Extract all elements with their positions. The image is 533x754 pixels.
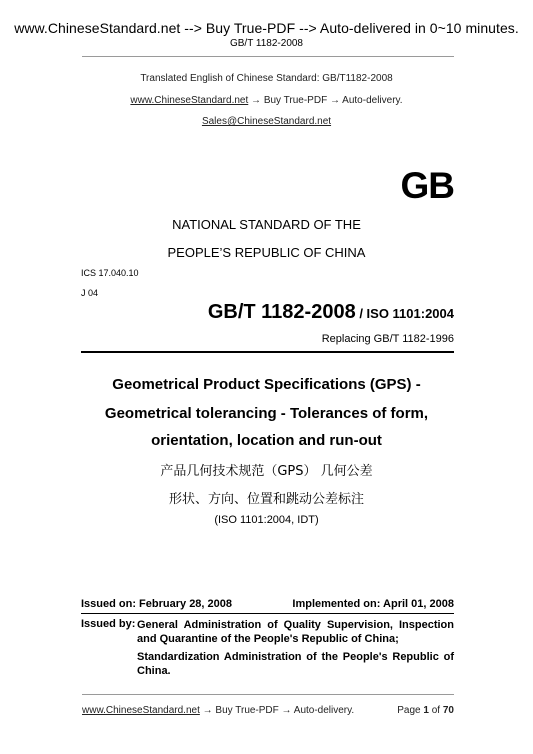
page-label: Page xyxy=(397,705,424,716)
top-banner: www.ChineseStandard.net --> Buy True-PDF --> Auto-delivered in 0~10 minutes. xyxy=(14,20,519,36)
email-line xyxy=(0,116,533,127)
header-standard-code: GB/T 1182-2008 xyxy=(229,38,303,49)
standard-number xyxy=(200,301,454,324)
title-en-line2: Geometrical tolerancing - Tolerances of form, xyxy=(104,405,429,422)
page-of: of xyxy=(428,705,443,716)
footer-purchase-text: → Buy True-PDF → Auto-delivery. xyxy=(199,705,355,716)
purchase-line xyxy=(0,95,533,106)
translation-note: Translated English of Chinese Standard: GB/T1182-2008 xyxy=(140,73,393,84)
issued-date: Issued on: February 28, 2008 xyxy=(81,598,233,610)
ccs-code: J 04 xyxy=(81,288,99,298)
national-standard-line2: PEOPLE’S REPUBLIC OF CHINA xyxy=(167,245,366,260)
dates-divider xyxy=(81,613,454,614)
title-en-line3: orientation, location and run-out xyxy=(151,432,382,449)
page-total: 70 xyxy=(442,705,454,716)
issuer-org-2: Standardization Administration of the People's Republic of China. xyxy=(137,651,454,677)
title-cn-line1: 产品几何技术规范（GPS） 几何公差 xyxy=(160,464,373,479)
page-number: 1 xyxy=(423,705,429,716)
header-divider xyxy=(82,56,454,57)
title-divider xyxy=(81,351,454,353)
replacing-note: Replacing GB/T 1182-1996 xyxy=(321,333,454,345)
footer-purchase xyxy=(82,705,354,716)
footer-site-link[interactable]: www.ChineseStandard.net xyxy=(82,705,200,716)
issuer-label: Issued by: xyxy=(81,618,136,630)
email-link[interactable]: Sales@ChineseStandard.net xyxy=(201,116,332,127)
page-indicator xyxy=(397,705,454,716)
footer-divider xyxy=(82,694,454,695)
gb-logo: GB xyxy=(400,165,454,206)
issuer-org-1: General Administration of Quality Supervision, Inspection and Quarantine of the People's Republic of China; xyxy=(137,619,454,645)
purchase-text: → Buy True-PDF → Auto-delivery. xyxy=(248,95,403,106)
title-en-line1: Geometrical Product Specifications (GPS) - xyxy=(112,376,421,393)
implemented-date: Implemented on: April 01, 2008 xyxy=(292,598,454,610)
title-cn-line2: 形状、方向、位置和跳动公差标注 xyxy=(168,492,364,507)
iso-number: / ISO 1101:2004 xyxy=(355,306,454,321)
gbt-number: GB/T 1182-2008 xyxy=(207,301,356,323)
iso-equivalence: (ISO 1101:2004, IDT) xyxy=(214,514,319,526)
site-link[interactable]: www.ChineseStandard.net xyxy=(130,95,249,106)
national-standard-line1: NATIONAL STANDARD OF THE xyxy=(172,217,361,232)
ics-code: ICS 17.040.10 xyxy=(81,268,139,278)
